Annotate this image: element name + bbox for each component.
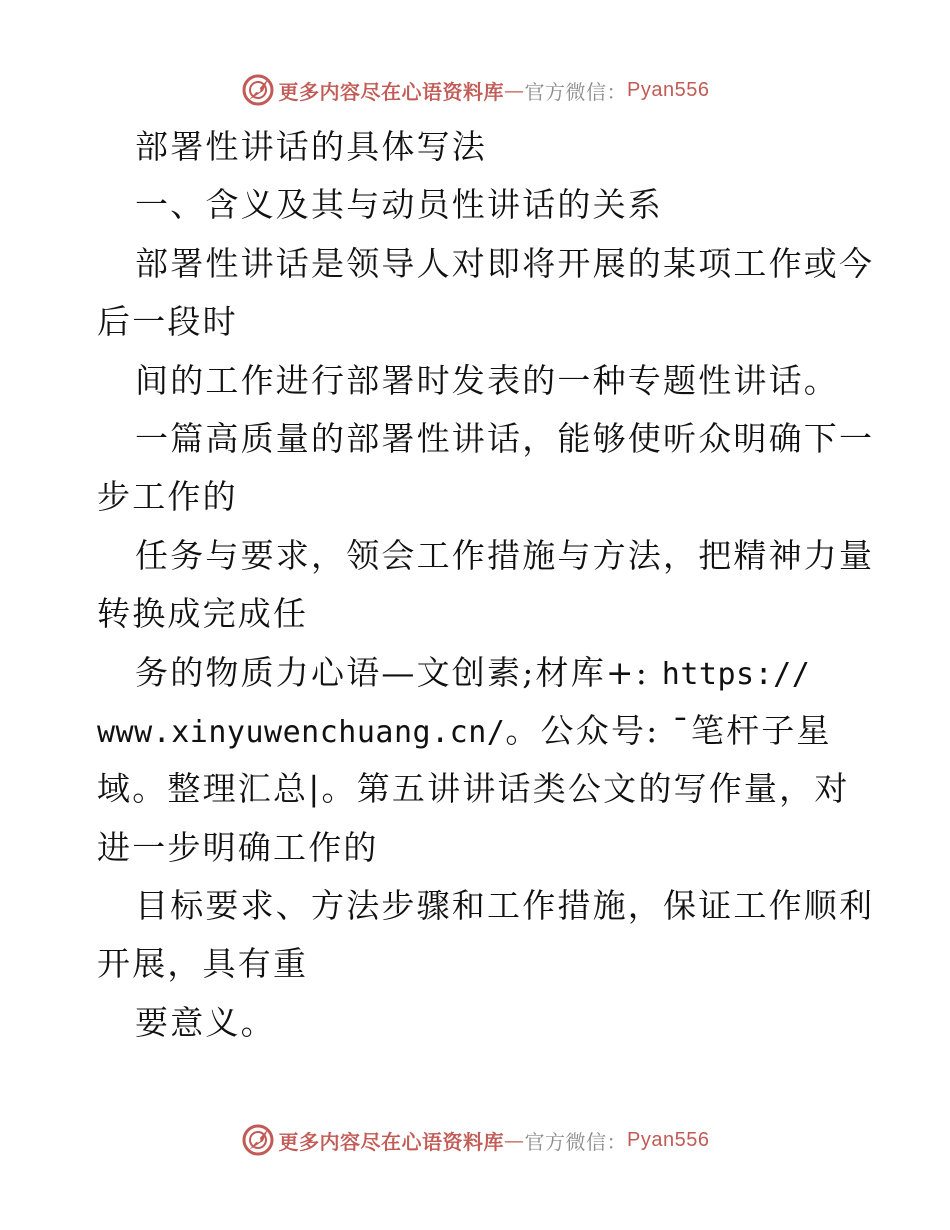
paragraph-text: 务的物质力心语—文创素;材库+: [135, 652, 662, 692]
banner-dash: — [504, 78, 525, 102]
banner-slogan: 更多内容尽在心语资料库 [278, 1129, 505, 1154]
url-text: www.xinyuwenchuang.cn/ [97, 714, 506, 750]
paragraph-line: 要意义。 [135, 1002, 276, 1042]
footer-banner [0, 1120, 950, 1160]
paragraph-line: 间的工作进行部署时发表的一种专题性讲话。 [135, 360, 839, 400]
header-banner [0, 70, 950, 110]
url-text: https:// [661, 656, 811, 692]
paragraph-line: 任务与要求，领会工作措施与方法，把精神力量 [135, 535, 875, 575]
banner-dash: — [504, 1128, 525, 1152]
quill-logo-icon [241, 1123, 275, 1157]
banner-wechat-label: 官方微信： [524, 79, 628, 104]
section-heading: 一、含义及其与动员性讲话的关系 [135, 185, 663, 225]
quill-logo-icon [241, 73, 275, 107]
document-body [97, 118, 875, 1052]
paragraph-line: 部署性讲话是领导人对即将开展的某项工作或今 [135, 243, 875, 283]
paragraph-line: 后一段时 [97, 302, 238, 342]
paragraph-line: 目标要求、方法步骤和工作措施，保证工作顺利 [135, 886, 875, 926]
paragraph-line: 转换成完成任 [97, 594, 309, 634]
banner-wechat-label: 官方微信： [524, 1129, 628, 1154]
paragraph-text: 。公众号: ¯笔杆子星 [505, 710, 832, 750]
paragraph-line: 进一步明确工作的 [97, 827, 379, 867]
paragraph-line: 一篇高质量的部署性讲话，能够使听众明确下一 [135, 418, 875, 458]
banner-wechat-id: Pyan556 [627, 1128, 710, 1151]
paragraph-line: 开展，具有重 [97, 944, 309, 984]
paragraph-line [97, 702, 867, 760]
paragraph-line: 域。整理汇总|。第五讲讲话类公文的写作量，对 [97, 769, 850, 809]
banner-slogan: 更多内容尽在心语资料库 [278, 79, 505, 104]
document-title: 部署性讲话的具体写法 [135, 127, 487, 166]
paragraph-line [97, 644, 867, 702]
paragraph-line: 步工作的 [97, 477, 238, 517]
banner-wechat-id: Pyan556 [627, 78, 710, 101]
